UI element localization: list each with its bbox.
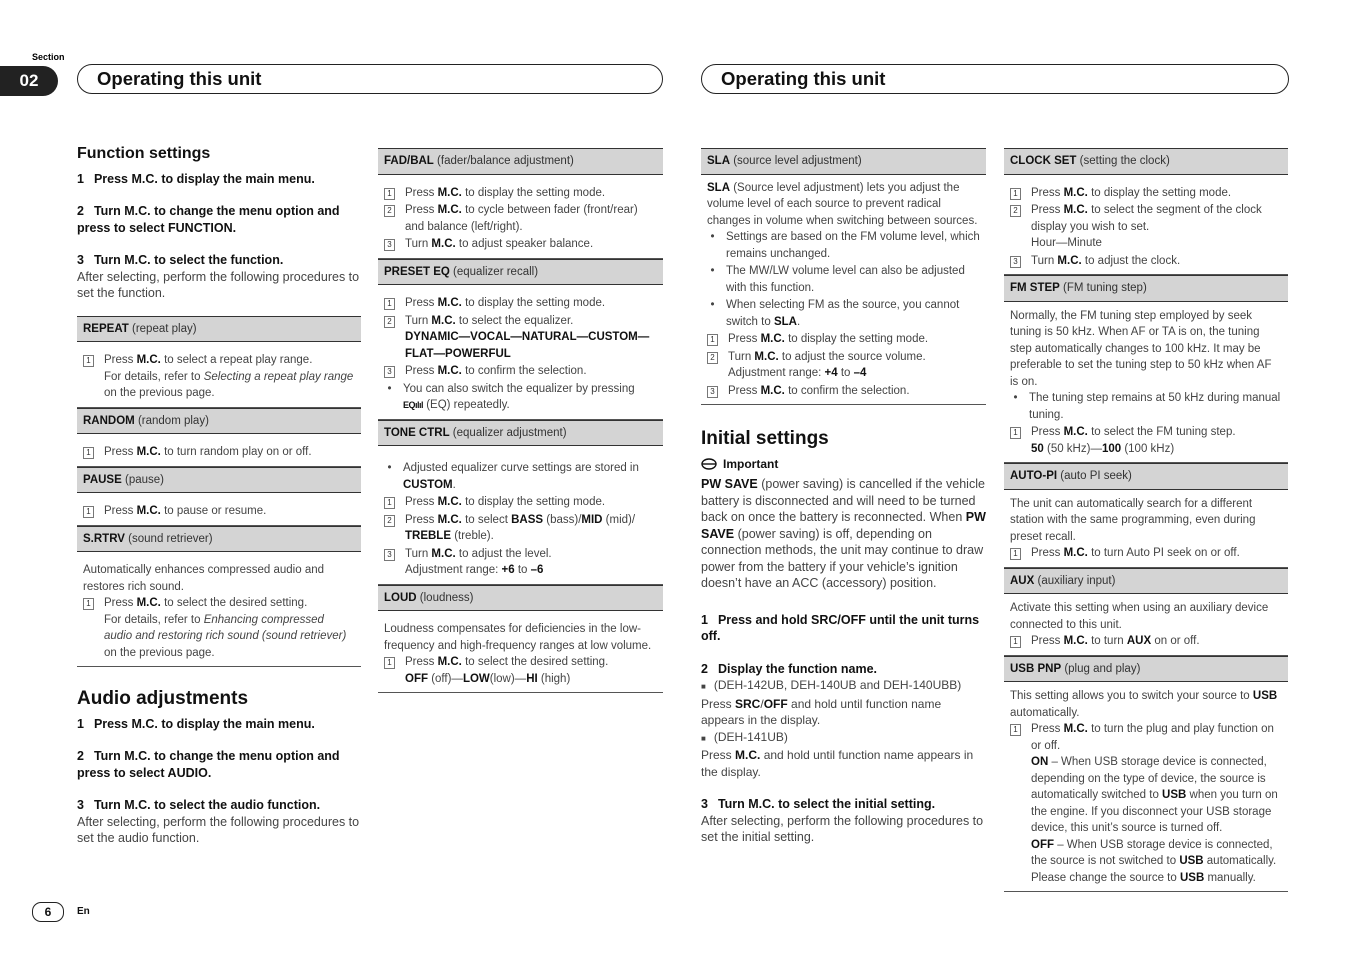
number-icon: 3 <box>384 549 395 561</box>
list-item: 1 Press M.C. to turn the plug and play function on or off. ON – When USB storage device is connected, depending on the type of device, the source is automatically switched to USB when you turn on the engine. If you disconnect your USB storage device, this unit’s source is turned off. OFF – When USB storage device is connected, the source is not switched to USB automatically. Please change the source to USB manually. <box>1010 721 1282 886</box>
number-icon: 1 <box>384 188 395 200</box>
list-item: 3 Press M.C. to confirm the selection. <box>707 383 980 400</box>
step: 3 Turn M.C. to select the audio function. <box>77 798 321 812</box>
bullet-item: • You can also switch the equalizer by pressing EQılıl (EQ) repeatedly. <box>387 382 635 411</box>
list-item: 1 Press M.C. to display the setting mode. <box>707 331 980 348</box>
number-icon: 1 <box>1010 188 1021 200</box>
number-icon: 1 <box>83 447 94 459</box>
number-icon: 3 <box>384 366 395 378</box>
number-icon: 1 <box>1010 548 1021 560</box>
list-item: 1 Press M.C. to select the FM tuning step. 50 (50 kHz)—100 (100 kHz) <box>1010 424 1282 457</box>
list-item: 1 Press M.C. to turn random play on or off. <box>83 444 355 461</box>
bullet-item: • Adjusted equalizer curve settings are stored in CUSTOM. <box>387 462 639 491</box>
step: 1 Press M.C. to display the main menu. <box>77 716 315 731</box>
list-item: 1 Press M.C. to select the desired setting. For details, refer to Enhancing compressed audio and restoring rich sound (sound retriever) on the previous page. <box>83 595 355 661</box>
number-icon: 3 <box>1010 256 1021 268</box>
number-icon: 2 <box>384 205 395 217</box>
model-note: ■ (DEH-142UB, DEH-140UB and DEH-140UBB) <box>701 678 962 692</box>
step: 3 Turn M.C. to select the function. <box>77 253 284 267</box>
preset-eq-box: PRESET EQ (equalizer recall) 1 Press M.C. to display the setting mode. 2 Turn M.C. to select the equalizer. DYNAMIC—VOCAL—NATURAL—CUSTOM—FLAT—POWERFUL 3 Press M.C. to confirm the selection. • You can also switch the equalizer by pressing EQılıl (EQ) repeatedly. <box>378 259 663 420</box>
eq-icon: EQılıl <box>403 400 424 410</box>
number-icon: 1 <box>83 598 94 610</box>
list-item: 2 Turn M.C. to select the equalizer. DYNAMIC—VOCAL—NATURAL—CUSTOM—FLAT—POWERFUL <box>384 313 657 363</box>
number-icon: 1 <box>83 506 94 518</box>
usb-pnp-box: USB PNP (plug and play) This setting allows you to switch your source to USB automatically. 1 Press M.C. to turn the plug and play function on or off. ON – When USB storage device is connected, depending on the type of device, the source is automatically switched to USB when you turn on the engine. If you disconnect your USB storage device, this unit’s source is turned off. OFF – When USB storage device is connected, the source is not switched to USB automatically. Please change the source to USB manually. <box>1004 656 1288 893</box>
list-item: 3 Press M.C. to confirm the selection. <box>384 363 657 380</box>
important-text: PW SAVE (power saving) is cancelled if the vehicle battery is disconnected and will need to be turned back on once the battery is reconnected. When PW SAVE (power saving) is off, depending on connection methods, the unit may continue to draw power from the battery if your vehicle’s ignition doesn’t have an ACC (accessory) position. <box>701 477 986 590</box>
list-item: 1 Press M.C. to display the setting mode. <box>384 185 657 202</box>
number-icon: 2 <box>707 352 718 364</box>
list-item: 2 Press M.C. to select BASS (bass)/MID (mid)/ TREBLE (treble). <box>384 512 657 545</box>
number-icon: 1 <box>83 355 94 367</box>
repeat-box <box>77 316 361 408</box>
model-note: ■ (DEH-141UB) <box>701 729 788 744</box>
list-item: 3 Turn M.C. to adjust the clock. <box>1010 253 1282 270</box>
initial-settings-heading: Initial settings <box>701 428 829 449</box>
list-item: 1 Press M.C. to select the desired setting. OFF (off)—LOW(low)—HI (high) <box>384 654 657 687</box>
list-item: 3 Turn M.C. to adjust the level. Adjustment range: +6 to –6 <box>384 546 657 579</box>
right-page-title: Operating this unit <box>701 64 1289 94</box>
number-icon: 2 <box>384 316 395 328</box>
list-item: 1 Press M.C. to display the setting mode. <box>384 295 657 312</box>
column-3: SLA (source level adjustment) SLA (Source level adjustment) lets you adjust the volume level of each source to prevent radical changes in volume when switching between sources. • Settings are based on the FM volume level, which remains unchanged. • The MW/LW volume level can also be adjusted with this function. • When selecting FM as the source, you cannot switch to SLA. 1 Press M.C. to display the setting mode. 2 Turn M.C. to adjust the source volume. Adjustment range: +4 to –4 3 Press M.C. to confirm the selection. Initial settings Important PW SAVE (power saving) is cancelled if the vehicle battery is disconnected and will need to be turned back on once the battery is reconnected. When PW SAVE (power saving) is off, depending on connection methods, the unit may continue to draw power from the battery if your vehicle’s ignition doesn’t have an ACC (accessory) position. 1 Press and hold SRC/OFF until the unit turns off. 2 Display the function name. ■ (DEH-142UB, DEH-140UB and DEH-140UBB) Press SRC/OFF and hold until function name appears in the display. ■ (DEH-141UB) Press M.C. and hold until function name appears in the display. 3 Turn M.C. to select the initial setting. After selecting, perform the following procedures to set the initial setting. <box>701 148 986 860</box>
after-selecting-text: After selecting, perform the following procedures to set the audio function. <box>77 814 360 845</box>
number-icon: 1 <box>1010 427 1021 439</box>
list-item: 2 Press M.C. to select the segment of the clock display you wish to set. Hour—Minute <box>1010 202 1282 252</box>
list-item: 1 Press M.C. to display the setting mode. <box>1010 185 1282 202</box>
pause-box: PAUSE (pause) 1 Press M.C. to pause or resume. <box>77 467 361 526</box>
left-page-title: Operating this unit <box>77 64 663 94</box>
section-label: Section <box>32 52 65 62</box>
tone-ctrl-box: TONE CTRL (equalizer adjustment) • Adjusted equalizer curve settings are stored in CUSTOM. 1 Press M.C. to display the setting mode. 2 Press M.C. to select BASS (bass)/MID (mid)/ TREBLE (treble). 3 Turn M.C. to adjust the level. Adjustment range: +6 to –6 <box>378 420 663 585</box>
number-icon: 2 <box>1010 205 1021 217</box>
fm-step-box: FM STEP (FM tuning step) Normally, the FM tuning step employed by seek tuning is 50 kHz. When AF or TA is on, the tuning step automatically changes to 100 kHz. It may be preferable to set the tuning step to 50 kHz when AF is on. • The tuning step remains at 50 kHz during manual tuning. 1 Press M.C. to select the FM tuning step. 50 (50 kHz)—100 (100 kHz) <box>1004 275 1288 463</box>
list-item: 1 Press M.C. to display the setting mode. <box>384 494 657 511</box>
number-icon: 1 <box>384 298 395 310</box>
list-item: 2 Turn M.C. to adjust the source volume. Adjustment range: +4 to –4 <box>707 349 980 382</box>
column-1 <box>77 144 361 861</box>
step: 2 Turn M.C. to change the menu option and press to select AUDIO. <box>77 749 340 780</box>
column-4 <box>1004 148 1288 892</box>
list-item: 1 Press M.C. to select a repeat play range. For details, refer to Selecting a repeat play range on the previous page. <box>83 352 355 402</box>
number-icon: 1 <box>384 657 395 669</box>
step: 2 Turn M.C. to change the menu option and press to select FUNCTION. <box>77 204 340 235</box>
srtrv-box: S.RTRV (sound retriever) Automatically enhances compressed audio and restores rich sound. 1 Press M.C. to select the desired setting. For details, refer to Enhancing compressed audio and restoring rich sound (sound retriever) on the previous page. <box>77 526 361 668</box>
number-icon: 1 <box>1010 636 1021 648</box>
important-icon <box>701 458 717 470</box>
section-number-badge: 02 <box>0 66 58 96</box>
auto-pi-box: AUTO-PI (auto PI seek) The unit can automatically search for a different station with the same programming, even during preset recall. 1 Press M.C. to turn Auto PI seek on or off. <box>1004 463 1288 568</box>
list-item: 1 Press M.C. to turn Auto PI seek on or off. <box>1010 545 1282 562</box>
number-icon: 1 <box>384 497 395 509</box>
step: 1 Press M.C. to display the main menu. <box>77 171 315 186</box>
number-icon: 3 <box>384 239 395 251</box>
list-item: 1 Press M.C. to turn AUX on or off. <box>1010 633 1282 650</box>
fad-bal-box: FAD/BAL (fader/balance adjustment) 1 Press M.C. to display the setting mode. 2 Press M.C. to cycle between fader (front/rear) and balance (left/right). 3 Turn M.C. to adjust speaker balance. <box>378 148 663 259</box>
after-selecting-text: After selecting, perform the following procedures to set the function. <box>77 269 360 300</box>
bullet-item: • When selecting FM as the source, you cannot switch to SLA. <box>710 299 960 328</box>
important-note: Important <box>701 456 986 473</box>
loud-box: LOUD (loudness) Loudness compensates for deficiencies in the low-frequency and high-frequency ranges at low volume. 1 Press M.C. to select the desired setting. OFF (off)—LOW(low)—HI (high) <box>378 585 663 694</box>
step: 2 Display the function name. <box>701 661 878 676</box>
clock-set-box: CLOCK SET (setting the clock) 1 Press M.C. to display the setting mode. 2 Press M.C. to select the segment of the clock display you wish to set. Hour—Minute 3 Turn M.C. to adjust the clock. <box>1004 148 1288 275</box>
number-icon: 1 <box>1010 724 1021 736</box>
list-item: 2 Press M.C. to cycle between fader (front/rear) and balance (left/right). <box>384 202 657 235</box>
number-icon: 2 <box>384 515 395 527</box>
aux-box: AUX (auxiliary input) Activate this setting when using an auxiliary device connected to this unit. 1 Press M.C. to turn AUX on or off. <box>1004 568 1288 656</box>
step: 1 Press and hold SRC/OFF until the unit turns off. <box>701 612 980 643</box>
after-selecting-text: After selecting, perform the following procedures to set the initial setting. <box>701 813 984 844</box>
function-settings-heading: Function settings <box>77 145 211 162</box>
column-2 <box>378 148 663 693</box>
audio-adjustments-heading: Audio adjustments <box>77 688 249 709</box>
bullet-item: • The tuning step remains at 50 kHz during manual tuning. <box>1013 392 1281 421</box>
number-icon: 1 <box>707 334 718 346</box>
list-item: 3 Turn M.C. to adjust speaker balance. <box>384 236 657 253</box>
sla-box: SLA (source level adjustment) SLA (Source level adjustment) lets you adjust the volume level of each source to prevent radical changes in volume when switching between sources. • Settings are based on the FM volume level, which remains unchanged. • The MW/LW volume level can also be adjusted with this function. • When selecting FM as the source, you cannot switch to SLA. 1 Press M.C. to display the setting mode. 2 Turn M.C. to adjust the source volume. Adjustment range: +4 to –4 3 Press M.C. to confirm the selection. <box>701 148 986 405</box>
step: 3 Turn M.C. to select the initial setting. <box>701 797 936 811</box>
list-item: 1 Press M.C. to pause or resume. <box>83 503 355 520</box>
page-number: 6 <box>32 902 64 922</box>
bullet-item: • Settings are based on the FM volume level, which remains unchanged. <box>710 231 980 260</box>
bullet-item: • The MW/LW volume level can also be adjusted with this function. <box>710 265 965 294</box>
random-box: RANDOM (random play) 1 Press M.C. to turn random play on or off. <box>77 408 361 467</box>
repeat-heading: REPEAT (repeat play) <box>77 317 361 343</box>
language-label: En <box>77 906 90 917</box>
number-icon: 3 <box>707 386 718 398</box>
